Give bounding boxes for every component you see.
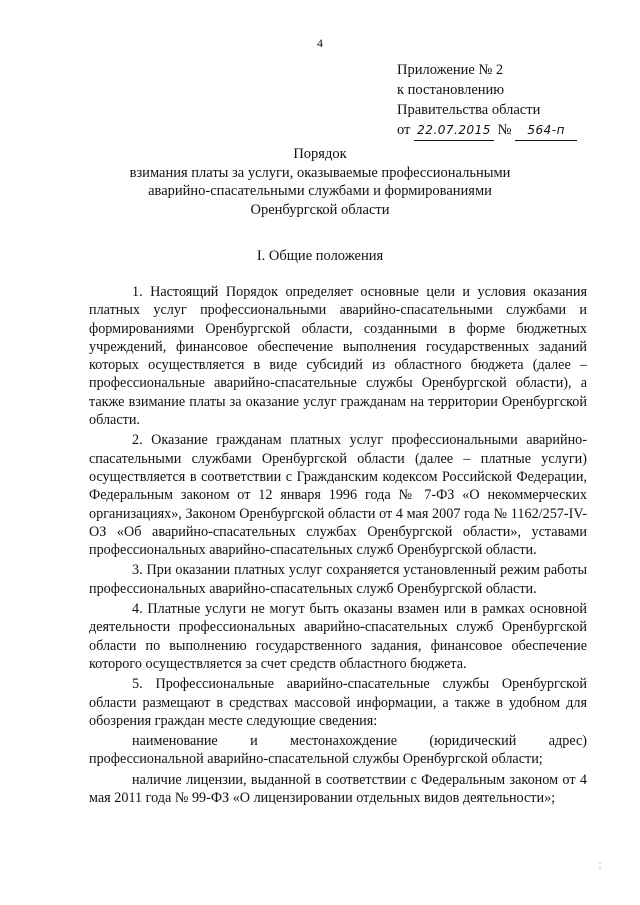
handwritten-number: 564-п	[515, 120, 577, 141]
appendix-title: Приложение № 2	[397, 62, 504, 78]
paragraph-6: наименование и местонахождение (юридический адрес) профессиональной аварийно-спасательной службы Оренбургской области;	[89, 733, 587, 768]
section-heading: I. Общие положения	[256, 248, 384, 264]
paragraph-1: 1. Настоящий Порядок определяет основные цели и условия оказания платных услуг профессиональными аварийно-спасательными службами и формированиями Оренбургской области, созданными в форме бюджетных учреждений, финансовое обеспечение выполнения государственных заданий которых осуществляется в виде субсидий из областного бюджета (далее – профессиональные аварийно-спасательные службы Оренбургской области), а также взимание платы за оказание услуг гражданам на территории Оренбургской области.	[89, 284, 587, 429]
title-line-2: взимания платы за услуги, оказываемые профессиональными	[129, 164, 511, 181]
paragraph-4: 4. Платные услуги не могут быть оказаны взамен или в рамках основной деятельности профессиональных аварийно-спасательных служб Оренбургской области по выполнению государственного задания, финансовое обеспечение которого осуществляется за счет средств областного бюджета.	[89, 601, 587, 672]
paragraph-3: 3. При оказании платных услуг сохраняется установленный режим работы профессиональных аварийно-спасательных служб Оренбургской области.	[89, 562, 587, 597]
title-line-4: Оренбургской области	[250, 201, 390, 218]
date-prefix: от	[397, 122, 411, 138]
appendix-date-line	[397, 120, 627, 141]
title-line-1: Порядок	[293, 146, 347, 162]
document-title	[0, 145, 640, 219]
scan-marks: ⋮	[596, 862, 604, 871]
appendix-line-3: Правительства области	[397, 102, 541, 118]
document-body	[89, 283, 587, 809]
paragraph-2: 2. Оказание гражданам платных услуг профессиональными аварийно-спасательными службами Оренбургской области (далее – платные услуги) осуществляется в соответствии с Гражданским кодексом Российской Федерации, Федеральным законом от 12 января 1996 года № 7-ФЗ «О некоммерческих организациях», Законом Оренбургской области от 4 мая 2007 года № 1162/257-IV-ОЗ «Об аварийно-спасательных службах Оренбургской области», уставами профессиональных аварийно-спасательных служб Оренбургской области.	[89, 432, 587, 559]
handwritten-date: 22.07.2015	[414, 120, 494, 141]
title-line-3: аварийно-спасательными службами и формированиями	[148, 183, 492, 199]
paragraph-7: наличие лицензии, выданной в соответствии с Федеральным законом от 4 мая 2011 года № 99-ФЗ «О лицензировании отдельных видов деятельности»;	[89, 771, 587, 807]
appendix-block	[397, 60, 627, 141]
number-prefix: №	[497, 122, 512, 138]
appendix-line-2: к постановлению	[397, 82, 505, 98]
page-number: 4	[317, 36, 323, 50]
paragraph-5: 5. Профессиональные аварийно-спасательные службы Оренбургской области размещают в средствах массовой информации, а также в удобном для обозрения граждан месте следующие сведения:	[89, 676, 587, 729]
